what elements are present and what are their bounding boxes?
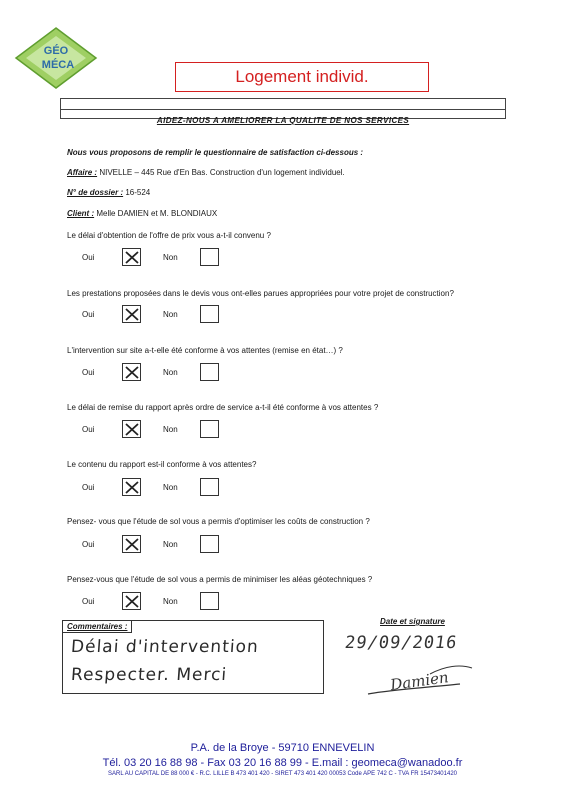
client-value: Melle DAMIEN et M. BLONDIAUX [96,209,218,218]
question-6-answers [82,535,242,555]
no-checkbox[interactable] [200,363,219,381]
yes-checkbox[interactable] [122,420,141,438]
yes-label: Oui [82,253,95,262]
question-2-answers [82,305,242,325]
checkmark-x-icon [124,307,140,322]
question-3-answers [82,363,242,383]
no-checkbox[interactable] [200,248,219,266]
signature-name: Damien [389,668,450,695]
question-2-text: Les prestations proposées dans le devis vous ont-elles parues appropriées pour votre projet de construction? [67,289,454,298]
logo-line2: MÉCA [41,59,75,71]
checkmark-x-icon [124,537,140,552]
yes-checkbox[interactable] [122,363,141,381]
no-checkbox[interactable] [200,305,219,323]
client-line [67,209,217,218]
checkmark-x-icon [124,250,140,265]
yes-label: Oui [82,425,95,434]
comment-line-2: Respecter. Merci [70,665,228,685]
document-title: Logement individ. [235,67,369,86]
affaire-value: NIVELLE – 445 Rue d'En Bas. Construction d'un logement individuel. [99,168,345,177]
yes-label: Oui [82,483,95,492]
no-label: Non [163,368,178,377]
document-title-box [175,62,429,92]
logo-line1: GÉO [43,45,69,57]
intro-text: Nous vous proposons de remplir le questionnaire de satisfaction ci-dessous : [67,148,364,157]
no-checkbox[interactable] [200,420,219,438]
checkmark-x-icon [124,422,140,437]
client-label: Client : [67,209,95,218]
checkmark-x-icon [124,480,140,495]
no-label: Non [163,310,178,319]
no-checkbox[interactable] [200,535,219,553]
question-3-text: L'intervention sur site a-t-elle été conforme à vos attentes (remise en état…) ? [67,346,343,355]
footer-legal: SARL AU CAPITAL DE 88 000 € - R.C. LILLE B 473 401 420 - SIRET 473 401 420 00053 Code APE 742 C - TVA FR 15473401420 [108,771,457,777]
no-label: Non [163,483,178,492]
footer-contact: Tél. 03 20 16 88 98 - Fax 03 20 16 88 99 - E.mail : geomeca@wanadoo.fr [102,757,463,769]
checkmark-x-icon [124,594,140,609]
yes-label: Oui [82,368,95,377]
dossier-line [67,188,150,197]
date-signature-label: Date et signature [380,617,445,626]
yes-label: Oui [82,310,95,319]
banner-box [60,98,506,125]
question-7-answers [82,592,242,612]
no-checkbox[interactable] [200,592,219,610]
dossier-value: 16-524 [125,188,151,197]
yes-checkbox[interactable] [122,305,141,323]
no-label: Non [163,540,178,549]
question-7-text: Pensez-vous que l'étude de sol vous a permis de minimiser les aléas géotechniques ? [67,575,373,584]
no-checkbox[interactable] [200,478,219,496]
checkmark-x-icon [124,365,140,380]
company-logo [14,26,98,90]
comments-label: Commentaires : [63,621,132,633]
signature-image [360,660,480,700]
yes-checkbox[interactable] [122,592,141,610]
no-label: Non [163,597,178,606]
question-1-text: Le délai d'obtention de l'offre de prix vous a-t-il convenu ? [67,231,271,240]
yes-checkbox[interactable] [122,478,141,496]
dossier-label: N° de dossier : [67,188,124,197]
question-4-text: Le délai de remise du rapport après ordre de service a-t-il été conforme à vos attentes ? [67,403,379,412]
yes-checkbox[interactable] [122,248,141,266]
affaire-line [67,168,345,177]
geomeca-logo-icon [14,26,98,90]
no-label: Non [163,425,178,434]
question-5-text: Le contenu du rapport est-il conforme à vos attentes? [67,460,257,469]
yes-label: Oui [82,540,95,549]
question-4-answers [82,420,242,440]
yes-checkbox[interactable] [122,535,141,553]
banner-text: AIDEZ-NOUS A AMELIORER LA QUALITE DE NOS SERVICES [156,116,410,125]
signature-date: 29/09/2016 [343,633,459,653]
signature-scribble-icon [360,660,480,700]
no-label: Non [163,253,178,262]
question-1-answers [82,248,242,268]
comments-box[interactable] [62,620,324,694]
question-6-text: Pensez- vous que l'étude de sol vous a permis d'optimiser les coûts de construction ? [67,517,370,526]
affaire-label: Affaire : [67,168,98,177]
footer-address: P.A. de la Broye - 59710 ENNEVELIN [190,742,375,754]
comment-line-1: Délai d'intervention [70,637,260,657]
question-5-answers [82,478,242,498]
yes-label: Oui [82,597,95,606]
